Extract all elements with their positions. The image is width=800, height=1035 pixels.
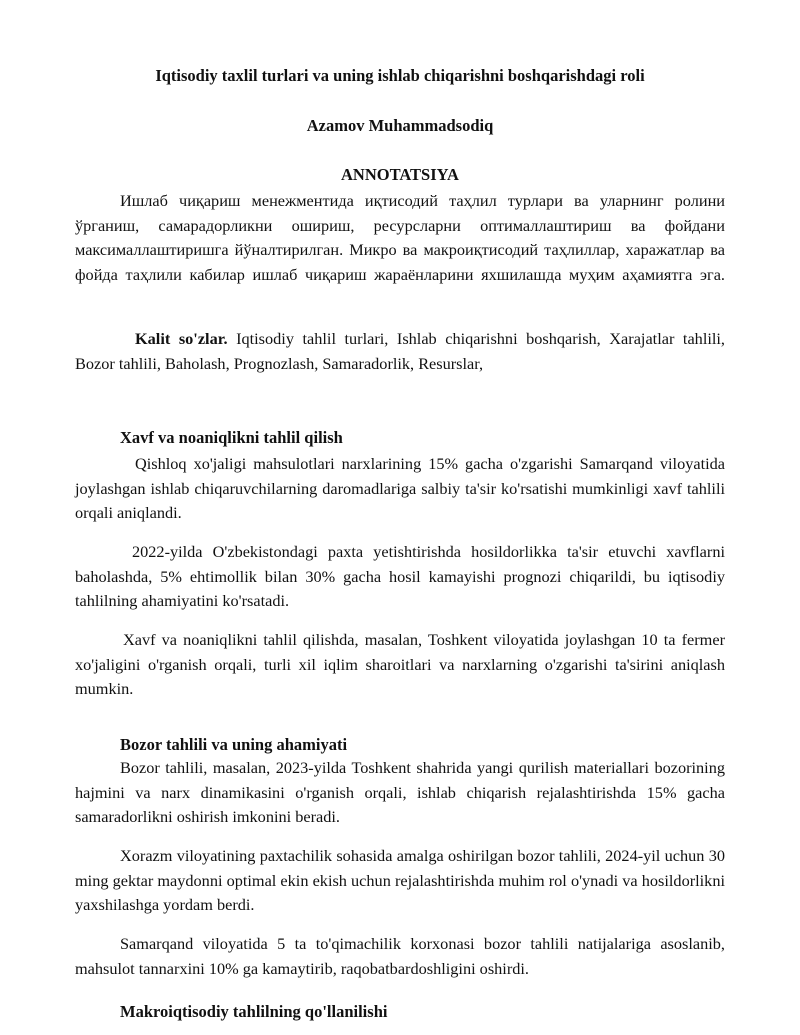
section-paragraph: 2022-yilda O'zbekistondagi paxta yetishtirishda hosildorlikka ta'sir etuvchi xavflarni baholashda, 5% ehtimollik bilan 30% gacha hosil kamayishi prognozi chiqarildi, bu iqtisodiy tahlilning ahamiyatini ko'rsatadi. bbox=[75, 542, 725, 610]
keywords-label: Kalit so'zlar. bbox=[135, 329, 228, 348]
section-heading: Makroiqtisodiy tahlilning qo'llanilishi bbox=[120, 1002, 388, 1021]
section-paragraph: Xorazm viloyatining paxtachilik sohasida amalga oshirilgan bozor tahlili, 2024-yil uchun 30 ming gektar maydonni optimal ekin ekish uchun rejalashtirishda muhim rol o'ynadi va hosildorlikni yaxshilashga yordam berdi. bbox=[75, 846, 725, 914]
annotation-heading: ANNOTATSIYA bbox=[341, 165, 459, 184]
section-paragraph: Samarqand viloyatida 5 ta to'qimachilik korxonasi bozor tahlili natijalariga asoslanib, mahsulot tannarxini 10% ga kamaytirib, raqobatbardoshligini oshirdi. bbox=[75, 934, 725, 978]
author-name: Azamov Muhammadsodiq bbox=[306, 116, 494, 135]
keywords-paragraph bbox=[75, 327, 725, 376]
annotation-text: Ишлаб чиқариш менежментида иқтисодий таҳлил турлари ва уларнинг ролини ўрганиш, самарадорликни ошириш, ресурсларни оптималлаштириш ва фойдани максималлаштиришга йўналтирилган. Микро ва макроиқтисодий таҳлиллар, харажатлар ва фойда таҳлили кабилар ишлаб чиқариш жараёнларини яхшилашда муҳим аҳамиятга эга. bbox=[75, 191, 725, 284]
section-paragraph: Qishloq xo'jaligi mahsulotlari narxlarining 15% gacha o'zgarishi Samarqand viloyatida joylashgan ishlab chiqaruvchilarning daromadlariga salbiy ta'sir ko'rsatishi mumkinligi xavf tahlili orqali aniqlandi. bbox=[75, 454, 725, 522]
document-title: Iqtisodiy taxlil turlari va uning ishlab chiqarishni boshqarishdagi roli bbox=[155, 66, 645, 85]
section-heading: Xavf va noaniqlikni tahlil qilish bbox=[120, 428, 343, 447]
section-paragraph: Bozor tahlili, masalan, 2023-yilda Toshkent shahrida yangi qurilish materiallari bozorining hajmini va narx dinamikasini o'rganish orqali, ishlab chiqarish rejalashtirishda 15% gacha samaradorlikni oshirish imkonini beradi. bbox=[75, 758, 725, 826]
keywords-text: Iqtisodiy tahlil turlari, Ishlab chiqarishni boshqarish, Xarajatlar tahlili, Bozor tahlili, Baholash, Prognozlash, Samaradorlik, Resurslar, bbox=[75, 329, 725, 373]
section-paragraph: Xavf va noaniqlikni tahlil qilishda, masalan, Toshkent viloyatida joylashgan 10 ta fermer xo'jaligini o'rganish orqali, turli xil iqlim sharoitlari va narxlarning o'zgarishi ta'sirini aniqlash mumkin. bbox=[75, 630, 725, 698]
section-heading: Bozor tahlili va uning ahamiyati bbox=[120, 735, 348, 754]
